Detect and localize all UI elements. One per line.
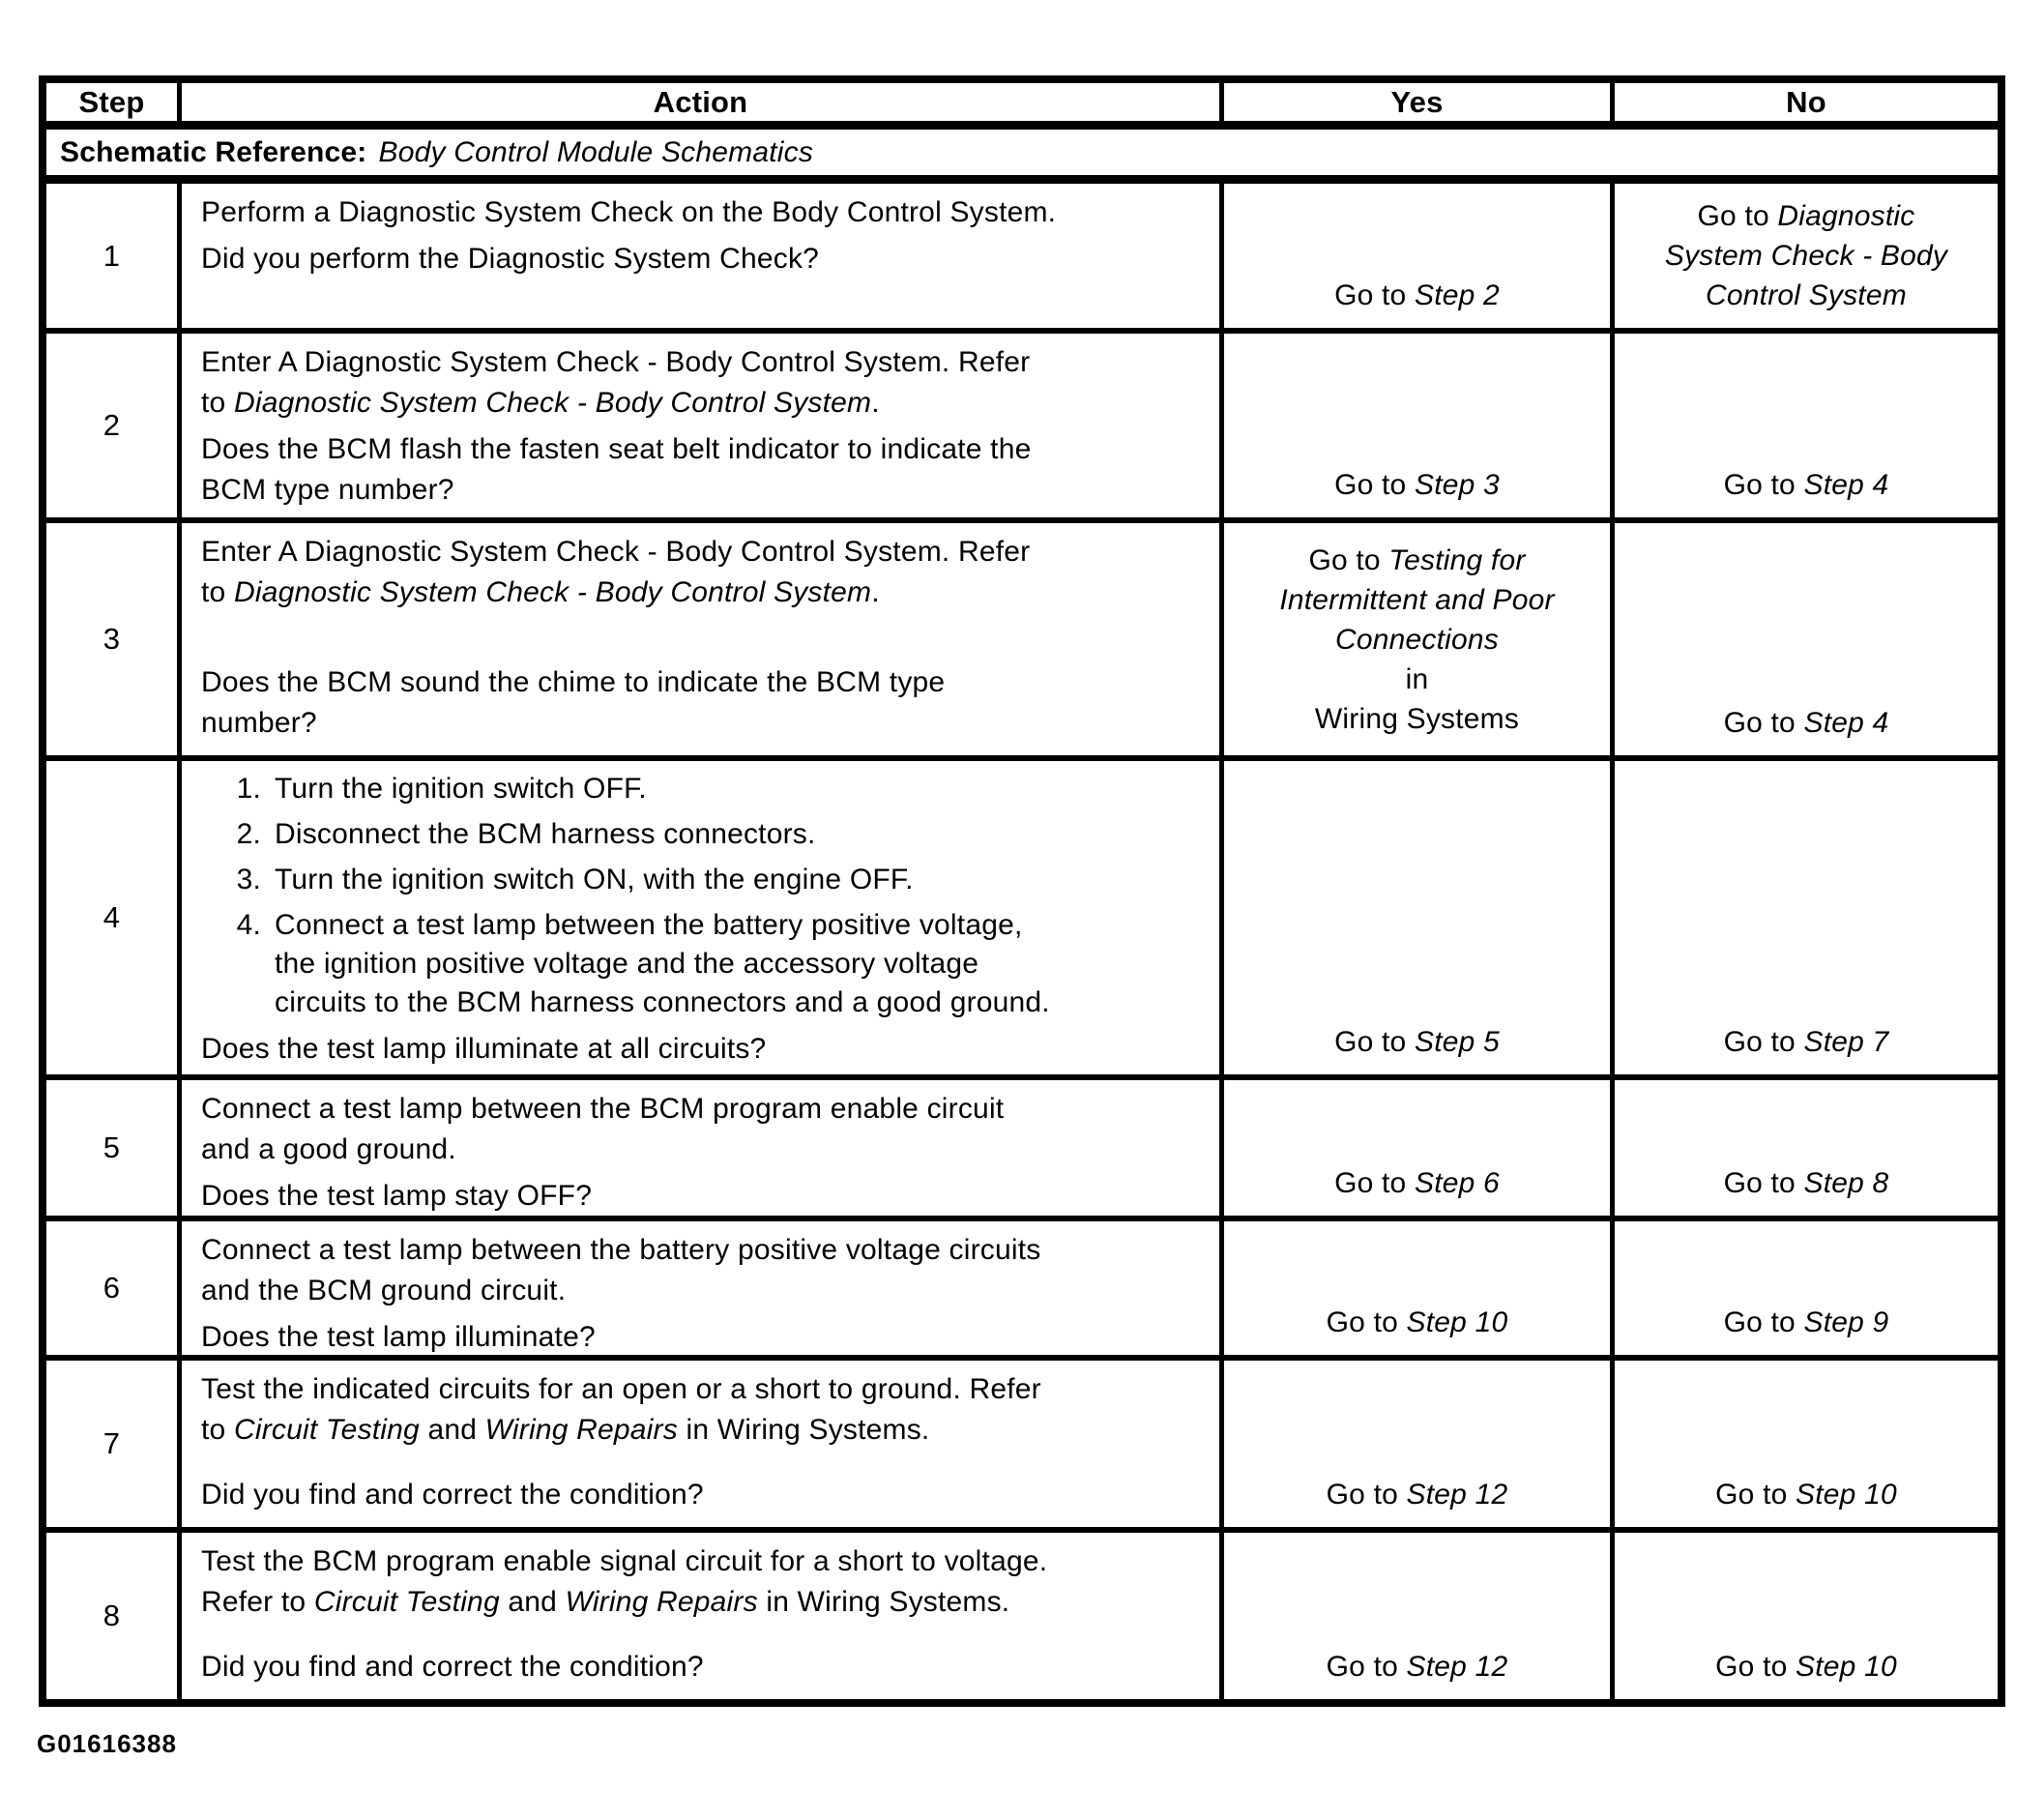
schematic-reference-row	[46, 130, 1998, 184]
list-item-number: 4.	[236, 909, 261, 941]
list-item	[201, 815, 1208, 854]
action-question: Did you perform the Diagnostic System Check?	[201, 243, 820, 275]
yes-text: Go to Step 10	[1326, 1306, 1508, 1338]
action-question: Does the BCM flash the fasten seat belt indicator to indicate the BCM type number?	[201, 433, 1032, 506]
diagnostic-table	[39, 75, 2005, 1707]
action-cell	[182, 334, 1224, 523]
no-cell	[1615, 1080, 1998, 1221]
list-item-number: 1.	[236, 773, 261, 805]
list-item-text: Disconnect the BCM harness connectors.	[275, 818, 816, 850]
yes-cell	[1224, 523, 1615, 761]
no-text: Go to Step 9	[1723, 1306, 1889, 1338]
schematic-reference-value: Body Control Module Schematics	[378, 135, 814, 168]
yes-cell	[1224, 1221, 1615, 1361]
action-paragraph: Connect a test lamp between the BCM program enable circuit and a good ground.	[201, 1093, 1005, 1165]
action-cell	[182, 1080, 1224, 1221]
action-question: Did you find and correct the condition?	[201, 1479, 704, 1511]
yes-text: Go to Step 12	[1326, 1479, 1508, 1511]
yes-cell	[1224, 761, 1615, 1080]
action-paragraph: Test the indicated circuits for an open or a short to ground. Refer to Circuit Testing and Wiring Repairs in Wiring Systems.	[201, 1373, 1041, 1446]
no-text: Go to Diagnostic System Check - Body Control System	[1664, 200, 1948, 311]
action-cell	[182, 761, 1224, 1080]
no-cell	[1615, 334, 1998, 523]
action-cell	[182, 1361, 1224, 1533]
yes-text: Go to Step 6	[1334, 1167, 1500, 1199]
figure-id: G01616388	[37, 1729, 177, 1758]
yes-text: Go to Step 3	[1334, 469, 1500, 501]
no-cell	[1615, 761, 1998, 1080]
list-item	[201, 770, 1208, 808]
list-item-number: 2.	[236, 818, 261, 850]
no-cell	[1615, 523, 1998, 761]
list-item-text: Turn the ignition switch ON, with the engine OFF.	[275, 864, 914, 895]
no-text: Go to Step 10	[1715, 1651, 1897, 1683]
no-text: Go to Step 8	[1723, 1167, 1889, 1199]
yes-cell	[1224, 1361, 1615, 1533]
yes-cell	[1224, 1533, 1615, 1699]
action-cell	[182, 523, 1224, 761]
step-cell: 7	[46, 1361, 182, 1533]
action-paragraph: Connect a test lamp between the battery positive voltage circuits and the BCM ground circuit.	[201, 1234, 1041, 1306]
step-cell: 6	[46, 1221, 182, 1361]
schematic-reference-label: Schematic Reference:	[60, 135, 367, 168]
yes-text: Go to Step 5	[1334, 1026, 1500, 1058]
step-cell: 1	[46, 184, 182, 334]
no-cell	[1615, 184, 1998, 334]
action-paragraph: Perform a Diagnostic System Check on the Body Control System.	[201, 196, 1057, 228]
step-cell: 8	[46, 1533, 182, 1699]
list-item-number: 3.	[236, 864, 261, 895]
yes-cell	[1224, 334, 1615, 523]
action-paragraph: Enter A Diagnostic System Check - Body Control System. Refer to Diagnostic System Check - Body Control System.	[201, 346, 1031, 419]
no-text: Go to Step 10	[1715, 1479, 1897, 1511]
step-cell: 5	[46, 1080, 182, 1221]
action-paragraph: Test the BCM program enable signal circuit for a short to voltage. Refer to Circuit Testing and Wiring Repairs in Wiring Systems.	[201, 1545, 1048, 1618]
list-item-text: Turn the ignition switch OFF.	[275, 773, 647, 805]
no-cell	[1615, 1221, 1998, 1361]
list-item	[201, 861, 1208, 899]
step-cell: 4	[46, 761, 182, 1080]
action-cell	[182, 184, 1224, 334]
no-text: Go to Step 4	[1723, 469, 1889, 501]
action-question: Does the BCM sound the chime to indicate the BCM type number?	[201, 666, 946, 739]
col-header-yes: Yes	[1224, 83, 1615, 130]
yes-cell	[1224, 1080, 1615, 1221]
no-cell	[1615, 1361, 1998, 1533]
action-paragraph: Enter A Diagnostic System Check - Body Control System. Refer to Diagnostic System Check - Body Control System.	[201, 536, 1031, 608]
action-cell	[182, 1221, 1224, 1361]
list-item-text: Connect a test lamp between the battery positive voltage, the ignition positive voltage and the accessory voltage circuits to the BCM harness connectors and a good ground.	[275, 909, 1050, 1018]
yes-cell	[1224, 184, 1615, 334]
no-text: Go to Step 7	[1723, 1026, 1889, 1058]
yes-text: Go to Step 2	[1334, 279, 1500, 311]
step-cell: 2	[46, 334, 182, 523]
no-cell	[1615, 1533, 1998, 1699]
list-item	[201, 906, 1208, 1022]
action-question: Did you find and correct the condition?	[201, 1651, 704, 1683]
step-cell: 3	[46, 523, 182, 761]
yes-text: Go to Testing for Intermittent and Poor Connections in Wiring Systems	[1279, 543, 1555, 735]
action-question: Does the test lamp illuminate?	[201, 1321, 596, 1353]
action-question: Does the test lamp illuminate at all circuits?	[201, 1033, 767, 1065]
action-cell	[182, 1533, 1224, 1699]
col-header-no: No	[1615, 83, 1998, 130]
no-text: Go to Step 4	[1723, 707, 1889, 739]
col-header-step: Step	[46, 83, 182, 130]
yes-text: Go to Step 12	[1326, 1651, 1508, 1683]
col-header-action: Action	[182, 83, 1224, 130]
action-question: Does the test lamp stay OFF?	[201, 1180, 593, 1212]
